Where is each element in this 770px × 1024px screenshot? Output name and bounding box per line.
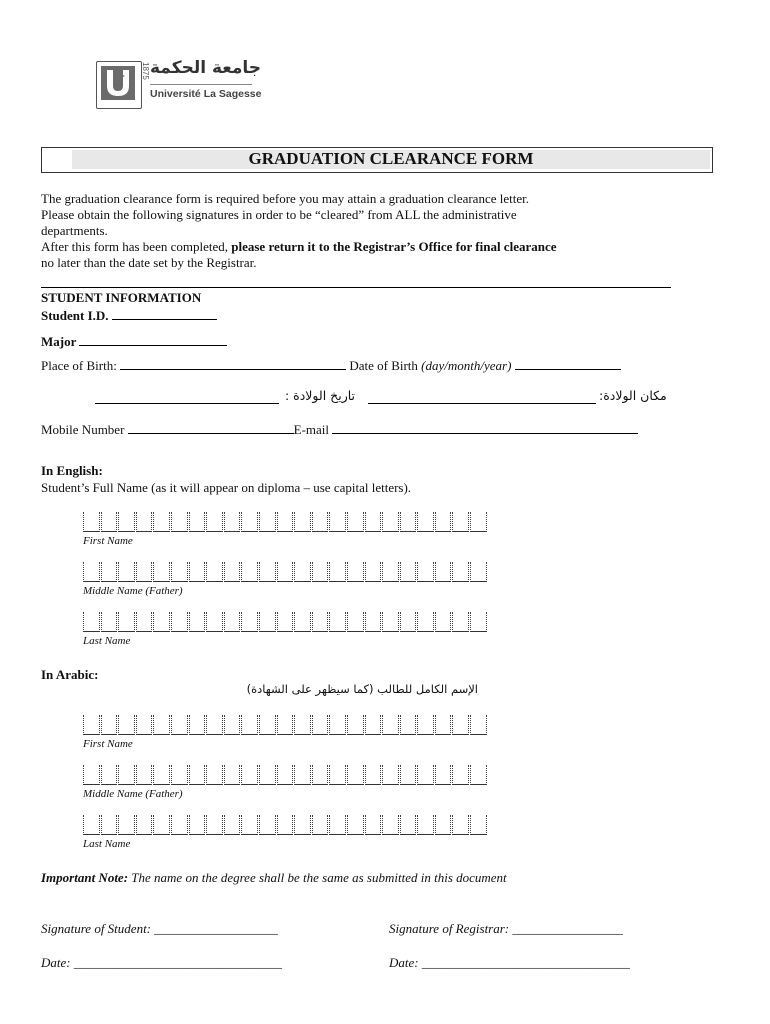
letter-box[interactable] [224,562,241,582]
letter-box[interactable] [382,765,399,785]
letter-box[interactable] [136,612,153,632]
letter-box[interactable] [241,612,258,632]
arabic-last-name-boxes[interactable] [83,815,488,836]
letter-box[interactable] [470,562,487,582]
letter-box[interactable] [329,612,346,632]
letter-box[interactable] [189,562,206,582]
letter-box[interactable] [400,612,417,632]
letter-box[interactable] [382,612,399,632]
letter-box[interactable] [224,512,241,532]
letter-box[interactable] [294,512,311,532]
contact-row [41,421,701,438]
intro-line-3: departments. [41,223,108,238]
english-last-name-boxes[interactable] [83,612,488,633]
letter-box[interactable] [224,815,241,835]
letter-box[interactable] [312,562,329,582]
intro-line-5: no later than the date set by the Registrar. [41,255,257,270]
student-info-heading: STUDENT INFORMATION [41,290,202,305]
letter-box[interactable] [224,612,241,632]
letter-box[interactable] [470,815,487,835]
letter-box[interactable] [329,815,346,835]
letter-box[interactable] [347,765,364,785]
letter-box[interactable] [153,765,170,785]
letter-box[interactable] [118,715,135,735]
letter-box[interactable] [382,815,399,835]
letter-box[interactable] [259,612,276,632]
letter-box[interactable] [417,765,434,785]
email-field[interactable] [332,421,638,434]
letter-box[interactable] [118,815,135,835]
arabic-last-name-label: Last Name [83,838,131,850]
letter-box[interactable] [435,815,452,835]
english-instruction: Student’s Full Name (as it will appear on diploma – use capital letters). [41,480,412,495]
student-id-field[interactable] [112,307,217,320]
letter-box[interactable] [189,512,206,532]
letter-box[interactable] [153,815,170,835]
letter-box[interactable] [101,512,118,532]
letter-box[interactable] [241,562,258,582]
letter-box[interactable] [294,612,311,632]
letter-box[interactable] [101,765,118,785]
letter-box[interactable] [224,765,241,785]
letter-box[interactable] [83,562,100,582]
letter-box[interactable] [435,512,452,532]
university-logo-icon [101,66,135,100]
letter-box[interactable] [365,512,382,532]
letter-box[interactable] [83,612,100,632]
letter-box[interactable] [329,715,346,735]
letter-box[interactable] [452,562,469,582]
letter-box[interactable] [347,815,364,835]
letter-box[interactable] [136,815,153,835]
letter-box[interactable] [452,612,469,632]
letter-box[interactable] [365,562,382,582]
letter-box[interactable] [365,815,382,835]
letter-box[interactable] [206,715,223,735]
letter-box[interactable] [417,815,434,835]
arabic-place-of-birth-label: مكان الولادة: [599,388,667,403]
letter-box[interactable] [452,815,469,835]
email-label: E-mail [293,422,330,437]
letter-box[interactable] [259,815,276,835]
letter-box[interactable] [347,715,364,735]
letter-box[interactable] [277,765,294,785]
student-id-row [41,307,217,324]
arabic-place-of-birth-field[interactable] [368,403,596,404]
letter-box[interactable] [259,512,276,532]
important-note-label: Important Note: [41,870,129,885]
letter-box[interactable] [153,715,170,735]
english-last-name-label: Last Name [83,635,131,647]
section-divider [41,287,671,288]
letter-box[interactable] [312,715,329,735]
letter-box[interactable] [171,715,188,735]
letter-box[interactable] [206,815,223,835]
letter-box[interactable] [347,562,364,582]
mobile-label: Mobile Number [41,422,125,437]
letter-box[interactable] [329,562,346,582]
letter-box[interactable] [189,815,206,835]
place-of-birth-field[interactable] [120,357,346,370]
letter-box[interactable] [136,512,153,532]
letter-box[interactable] [452,512,469,532]
letter-box[interactable] [259,562,276,582]
letter-box[interactable] [101,715,118,735]
arabic-instruction: الإسم الكامل للطالب (كما سيظهر على الشهادة) [246,682,478,696]
letter-box[interactable] [136,562,153,582]
arabic-date-of-birth-label: تاريخ الولادة : [285,388,356,403]
mobile-field[interactable] [128,421,294,434]
letter-box[interactable] [400,562,417,582]
letter-box[interactable] [171,512,188,532]
letter-box[interactable] [277,815,294,835]
logo-arabic-name: جامعة الحكمة [150,58,262,78]
letter-box[interactable] [382,512,399,532]
place-of-birth-label: Place of Birth: [41,358,117,373]
letter-box[interactable] [101,562,118,582]
logo-year: 1875 [141,62,150,80]
letter-box[interactable] [153,512,170,532]
intro-line-4 [41,239,721,255]
letter-box[interactable] [435,765,452,785]
letter-box[interactable] [189,715,206,735]
english-first-name-boxes[interactable] [83,512,488,533]
letter-box[interactable] [329,512,346,532]
major-field[interactable] [79,333,227,346]
arabic-first-name-label: First Name [83,738,133,750]
letter-box[interactable] [153,612,170,632]
intro-line-1: The graduation clearance form is required before you may attain a graduation clearance letter. [41,191,529,206]
letter-box[interactable] [417,512,434,532]
letter-box[interactable] [171,765,188,785]
letter-box[interactable] [277,562,294,582]
letter-box[interactable] [118,562,135,582]
letter-box[interactable] [294,715,311,735]
form-title: GRADUATION CLEARANCE FORM [248,149,534,168]
letter-box[interactable] [259,715,276,735]
letter-box[interactable] [417,612,434,632]
letter-box[interactable] [189,765,206,785]
letter-box[interactable] [101,612,118,632]
english-middle-name-boxes[interactable] [83,562,488,583]
letter-box[interactable] [224,715,241,735]
registrar-signature-field[interactable]: Signature of Registrar: _________________ [389,921,623,936]
birth-row [41,357,681,374]
letter-box[interactable] [470,765,487,785]
major-row [41,333,227,350]
letter-box[interactable] [400,815,417,835]
letter-box[interactable] [417,715,434,735]
letter-box[interactable] [206,765,223,785]
letter-box[interactable] [382,562,399,582]
letter-box[interactable] [277,612,294,632]
logo-french-name: Université La Sagesse [150,88,262,100]
letter-box[interactable] [435,562,452,582]
letter-box[interactable] [435,715,452,735]
letter-box[interactable] [329,765,346,785]
intro-line-2: Please obtain the following signatures in order to be “cleared” from ALL the administrative [41,207,517,222]
letter-box[interactable] [470,715,487,735]
letter-box[interactable] [347,512,364,532]
letter-box[interactable] [259,765,276,785]
letter-box[interactable] [83,715,100,735]
letter-box[interactable] [365,715,382,735]
letter-box[interactable] [118,512,135,532]
letter-box[interactable] [206,612,223,632]
registrar-date-field[interactable]: Date: ________________________________ [389,955,630,970]
student-id-label: Student I.D. [41,308,109,323]
letter-box[interactable] [206,562,223,582]
letter-box[interactable] [452,765,469,785]
letter-box[interactable] [153,562,170,582]
letter-box[interactable] [382,715,399,735]
arabic-heading: In Arabic: [41,667,99,682]
letter-box[interactable] [277,512,294,532]
intro-paragraph [41,191,721,271]
letter-box[interactable] [206,512,223,532]
letter-box[interactable] [171,815,188,835]
letter-box[interactable] [241,512,258,532]
intro-line-4-normal: After this form has been completed, [41,239,232,254]
letter-box[interactable] [347,612,364,632]
arabic-date-of-birth-field[interactable] [95,403,279,404]
letter-box[interactable] [470,612,487,632]
english-heading: In English: [41,463,103,478]
letter-box[interactable] [470,512,487,532]
letter-box[interactable] [171,562,188,582]
letter-box[interactable] [417,562,434,582]
letter-box[interactable] [83,512,100,532]
letter-box[interactable] [101,815,118,835]
letter-box[interactable] [136,765,153,785]
arabic-middle-name-label: Middle Name (Father) [83,788,183,800]
date-of-birth-label: Date of Birth [349,358,418,373]
important-note [41,870,721,886]
letter-box[interactable] [400,765,417,785]
date-of-birth-field[interactable] [515,357,621,370]
letter-box[interactable] [312,612,329,632]
major-label: Major [41,334,77,349]
letter-box[interactable] [189,612,206,632]
letter-box[interactable] [400,512,417,532]
important-note-text: The name on the degree shall be the same as submitted in this document [128,870,507,885]
letter-box[interactable] [118,612,135,632]
letter-box[interactable] [241,815,258,835]
letter-box[interactable] [171,612,188,632]
letter-box[interactable] [294,765,311,785]
letter-box[interactable] [277,715,294,735]
logo-divider [150,84,252,85]
arabic-middle-name-boxes[interactable] [83,765,488,786]
intro-line-4-bold: please return it to the Registrar’s Office for final clearance [231,239,557,254]
letter-box[interactable] [365,612,382,632]
letter-box[interactable] [83,815,100,835]
letter-box[interactable] [435,612,452,632]
letter-box[interactable] [400,715,417,735]
letter-box[interactable] [452,715,469,735]
student-date-field[interactable]: Date: ________________________________ [41,955,282,970]
letter-box[interactable] [83,765,100,785]
letter-box[interactable] [312,815,329,835]
letter-box[interactable] [241,765,258,785]
letter-box[interactable] [136,715,153,735]
letter-box[interactable] [312,512,329,532]
english-middle-name-label: Middle Name (Father) [83,585,183,597]
date-of-birth-format: (day/month/year) [421,358,512,373]
student-signature-field[interactable]: Signature of Student: ___________________ [41,921,278,936]
letter-box[interactable] [312,765,329,785]
arabic-first-name-boxes[interactable] [83,715,488,736]
letter-box[interactable] [365,765,382,785]
letter-box[interactable] [241,715,258,735]
letter-box[interactable] [118,765,135,785]
letter-box[interactable] [294,815,311,835]
english-first-name-label: First Name [83,535,133,547]
letter-box[interactable] [294,562,311,582]
